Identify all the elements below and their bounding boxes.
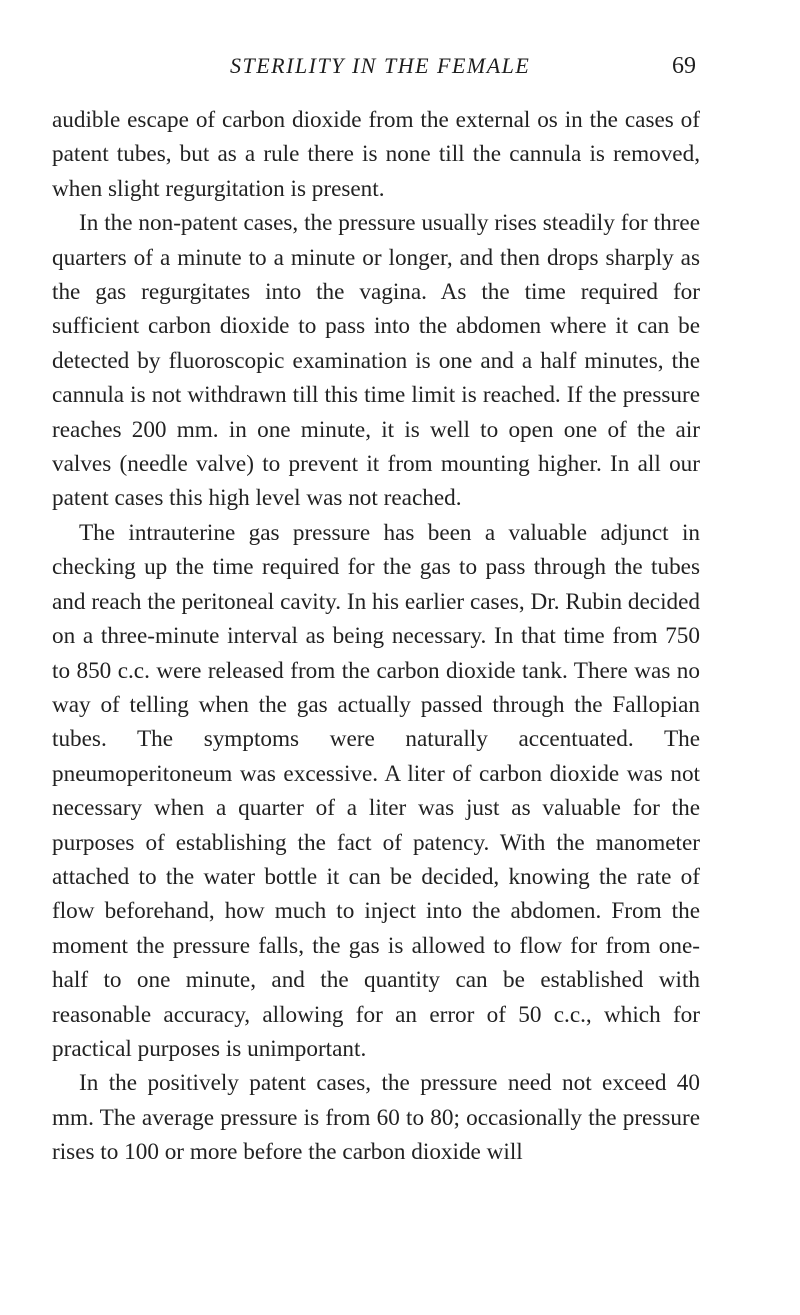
paragraph-continued: audible escape of carbon dioxide from the external os in the cases of patent tubes, but as a rule there is none till the cannula is removed, when slight regurgitation is present. bbox=[52, 107, 700, 202]
running-head bbox=[0, 50, 800, 82]
body-text bbox=[52, 103, 700, 1170]
paragraph-non-patent-cases: In the non-patent cases, the pressure usually rises steadily for three quarters of a minute to a minute or longer, and then drops sharply as the gas regurgitates into the vagina. As the time required for sufficient carbon dioxide to pass into the abdomen where it can be detected by fluoroscopic examination is one and a half minutes, the cannula is not withdrawn till this time limit is reached. If the pressure reaches 200 mm. in one minute, it is well to open one of the air valves (needle valve) to prevent it from mounting higher. In all our patent cases this high level was not reached. bbox=[52, 210, 700, 512]
paragraph-intrauterine-pressure: The intrauterine gas pressure has been a valuable adjunct in checking up the time required for the gas to pass through the tubes and reach the peritoneal cavity. In his earlier cases, Dr. Rubin decided on a three-minute interval as being necessary. In that time from 750 to 850 c.c. were released from the carbon dioxide tank. There was no way of telling when the gas actually passed through the Fallopian tubes. The symptoms were naturally accentuated. The pneumoperitoneum was excessive. A liter of carbon dioxide was not necessary when a quarter of a liter was just as valuable for the purposes of establishing the fact of patency. With the manometer attached to the water bottle it can be decided, knowing the rate of flow beforehand, how much to inject into the abdomen. From the moment the pressure falls, the gas is allowed to flow for from one-half to one minute, and the quantity can be established with reasonable accuracy, allowing for an error of 50 c.c., which for practical purposes is unimportant. bbox=[52, 519, 700, 1062]
running-title: STERILITY IN THE FEMALE bbox=[230, 53, 531, 78]
paragraph-patent-cases: In the positively patent cases, the pressure need not exceed 40 mm. The average pressure is from 60 to 80; occasionally the pressure rises to 100 or more before the carbon dioxide will bbox=[52, 1070, 700, 1166]
page-number: 69 bbox=[672, 53, 696, 79]
